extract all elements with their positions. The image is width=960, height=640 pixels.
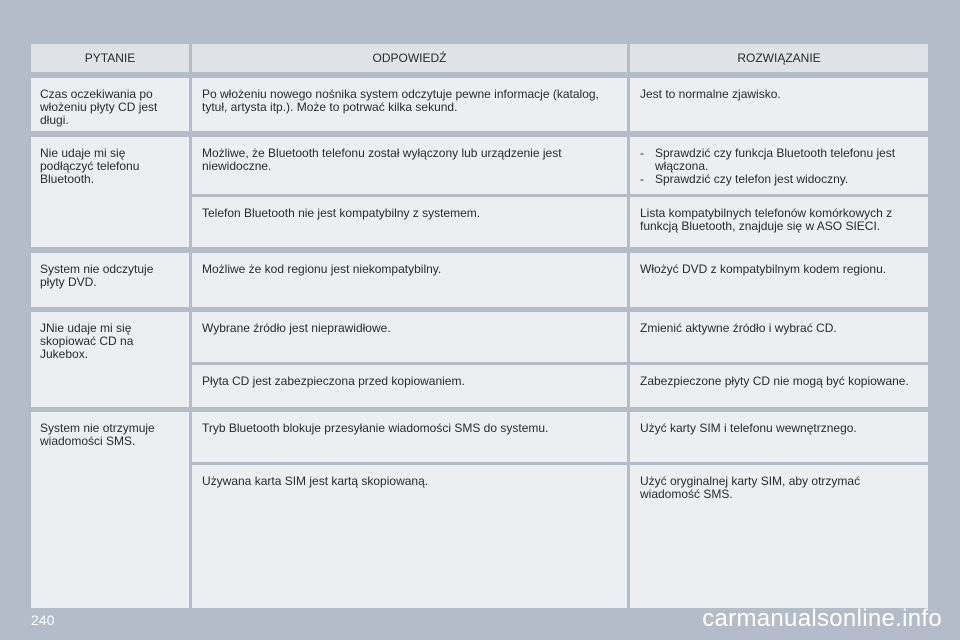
answer-cell: Płyta CD jest zabezpieczona przed kopiowaniem.: [192, 365, 627, 407]
answer-cell: Używana karta SIM jest kartą skopiowaną.: [192, 465, 627, 608]
solution-cell: Włożyć DVD z kompatybilnym kodem regionu.: [630, 253, 928, 307]
solution-list: [640, 147, 920, 186]
question-cell: JNie udaje mi się skopiować CD na Jukebox.: [31, 312, 189, 407]
question-cell: System nie otrzymuje wiadomości SMS.: [31, 412, 189, 608]
answer-cell: Wybrane źródło jest nieprawidłowe.: [192, 312, 627, 362]
solution-list-item: - Sprawdzić czy telefon jest widoczny.: [640, 173, 920, 186]
solution-cell: Zabezpieczone płyty CD nie mogą być kopiowane.: [630, 365, 928, 407]
solution-cell: Jest to normalne zjawisko.: [630, 78, 928, 131]
question-cell: System nie odczytuje płyty DVD.: [31, 253, 189, 307]
solution-cell: Zmienić aktywne źródło i wybrać CD.: [630, 312, 928, 362]
header-solution: ROZWIĄZANIE: [630, 44, 928, 72]
solution-cell: [630, 137, 928, 194]
answer-cell: Możliwe że kod regionu jest niekompatybilny.: [192, 253, 627, 307]
solution-cell: Użyć oryginalnej karty SIM, aby otrzymać wiadomość SMS.: [630, 465, 928, 608]
answer-cell: Po włożeniu nowego nośnika system odczytuje pewne informacje (katalog, tytuł, artysta itp.). Może to potrwać kilka sekund.: [192, 78, 627, 131]
answer-cell: Możliwe, że Bluetooth telefonu został wyłączony lub urządzenie jest niewidoczne.: [192, 137, 627, 194]
answer-cell: Telefon Bluetooth nie jest kompatybilny z systemem.: [192, 197, 627, 247]
header-answer: ODPOWIEDŹ: [192, 44, 627, 72]
page-number: 240: [31, 612, 55, 628]
answer-cell: Tryb Bluetooth blokuje przesyłanie wiadomości SMS do systemu.: [192, 412, 627, 462]
solution-list-item: - Sprawdzić czy funkcja Bluetooth telefonu jest włączona.: [640, 147, 920, 173]
question-cell: Czas oczekiwania po włożeniu płyty CD jest długi.: [31, 78, 189, 131]
header-question: PYTANIE: [31, 44, 189, 72]
question-cell: Nie udaje mi się podłączyć telefonu Bluetooth.: [31, 137, 189, 247]
solution-cell: Lista kompatybilnych telefonów komórkowych z funkcją Bluetooth, znajduje się w ASO SIECI.: [630, 197, 928, 247]
watermark: carmanualsonline.info: [702, 605, 942, 632]
solution-cell: Użyć karty SIM i telefonu wewnętrznego.: [630, 412, 928, 462]
